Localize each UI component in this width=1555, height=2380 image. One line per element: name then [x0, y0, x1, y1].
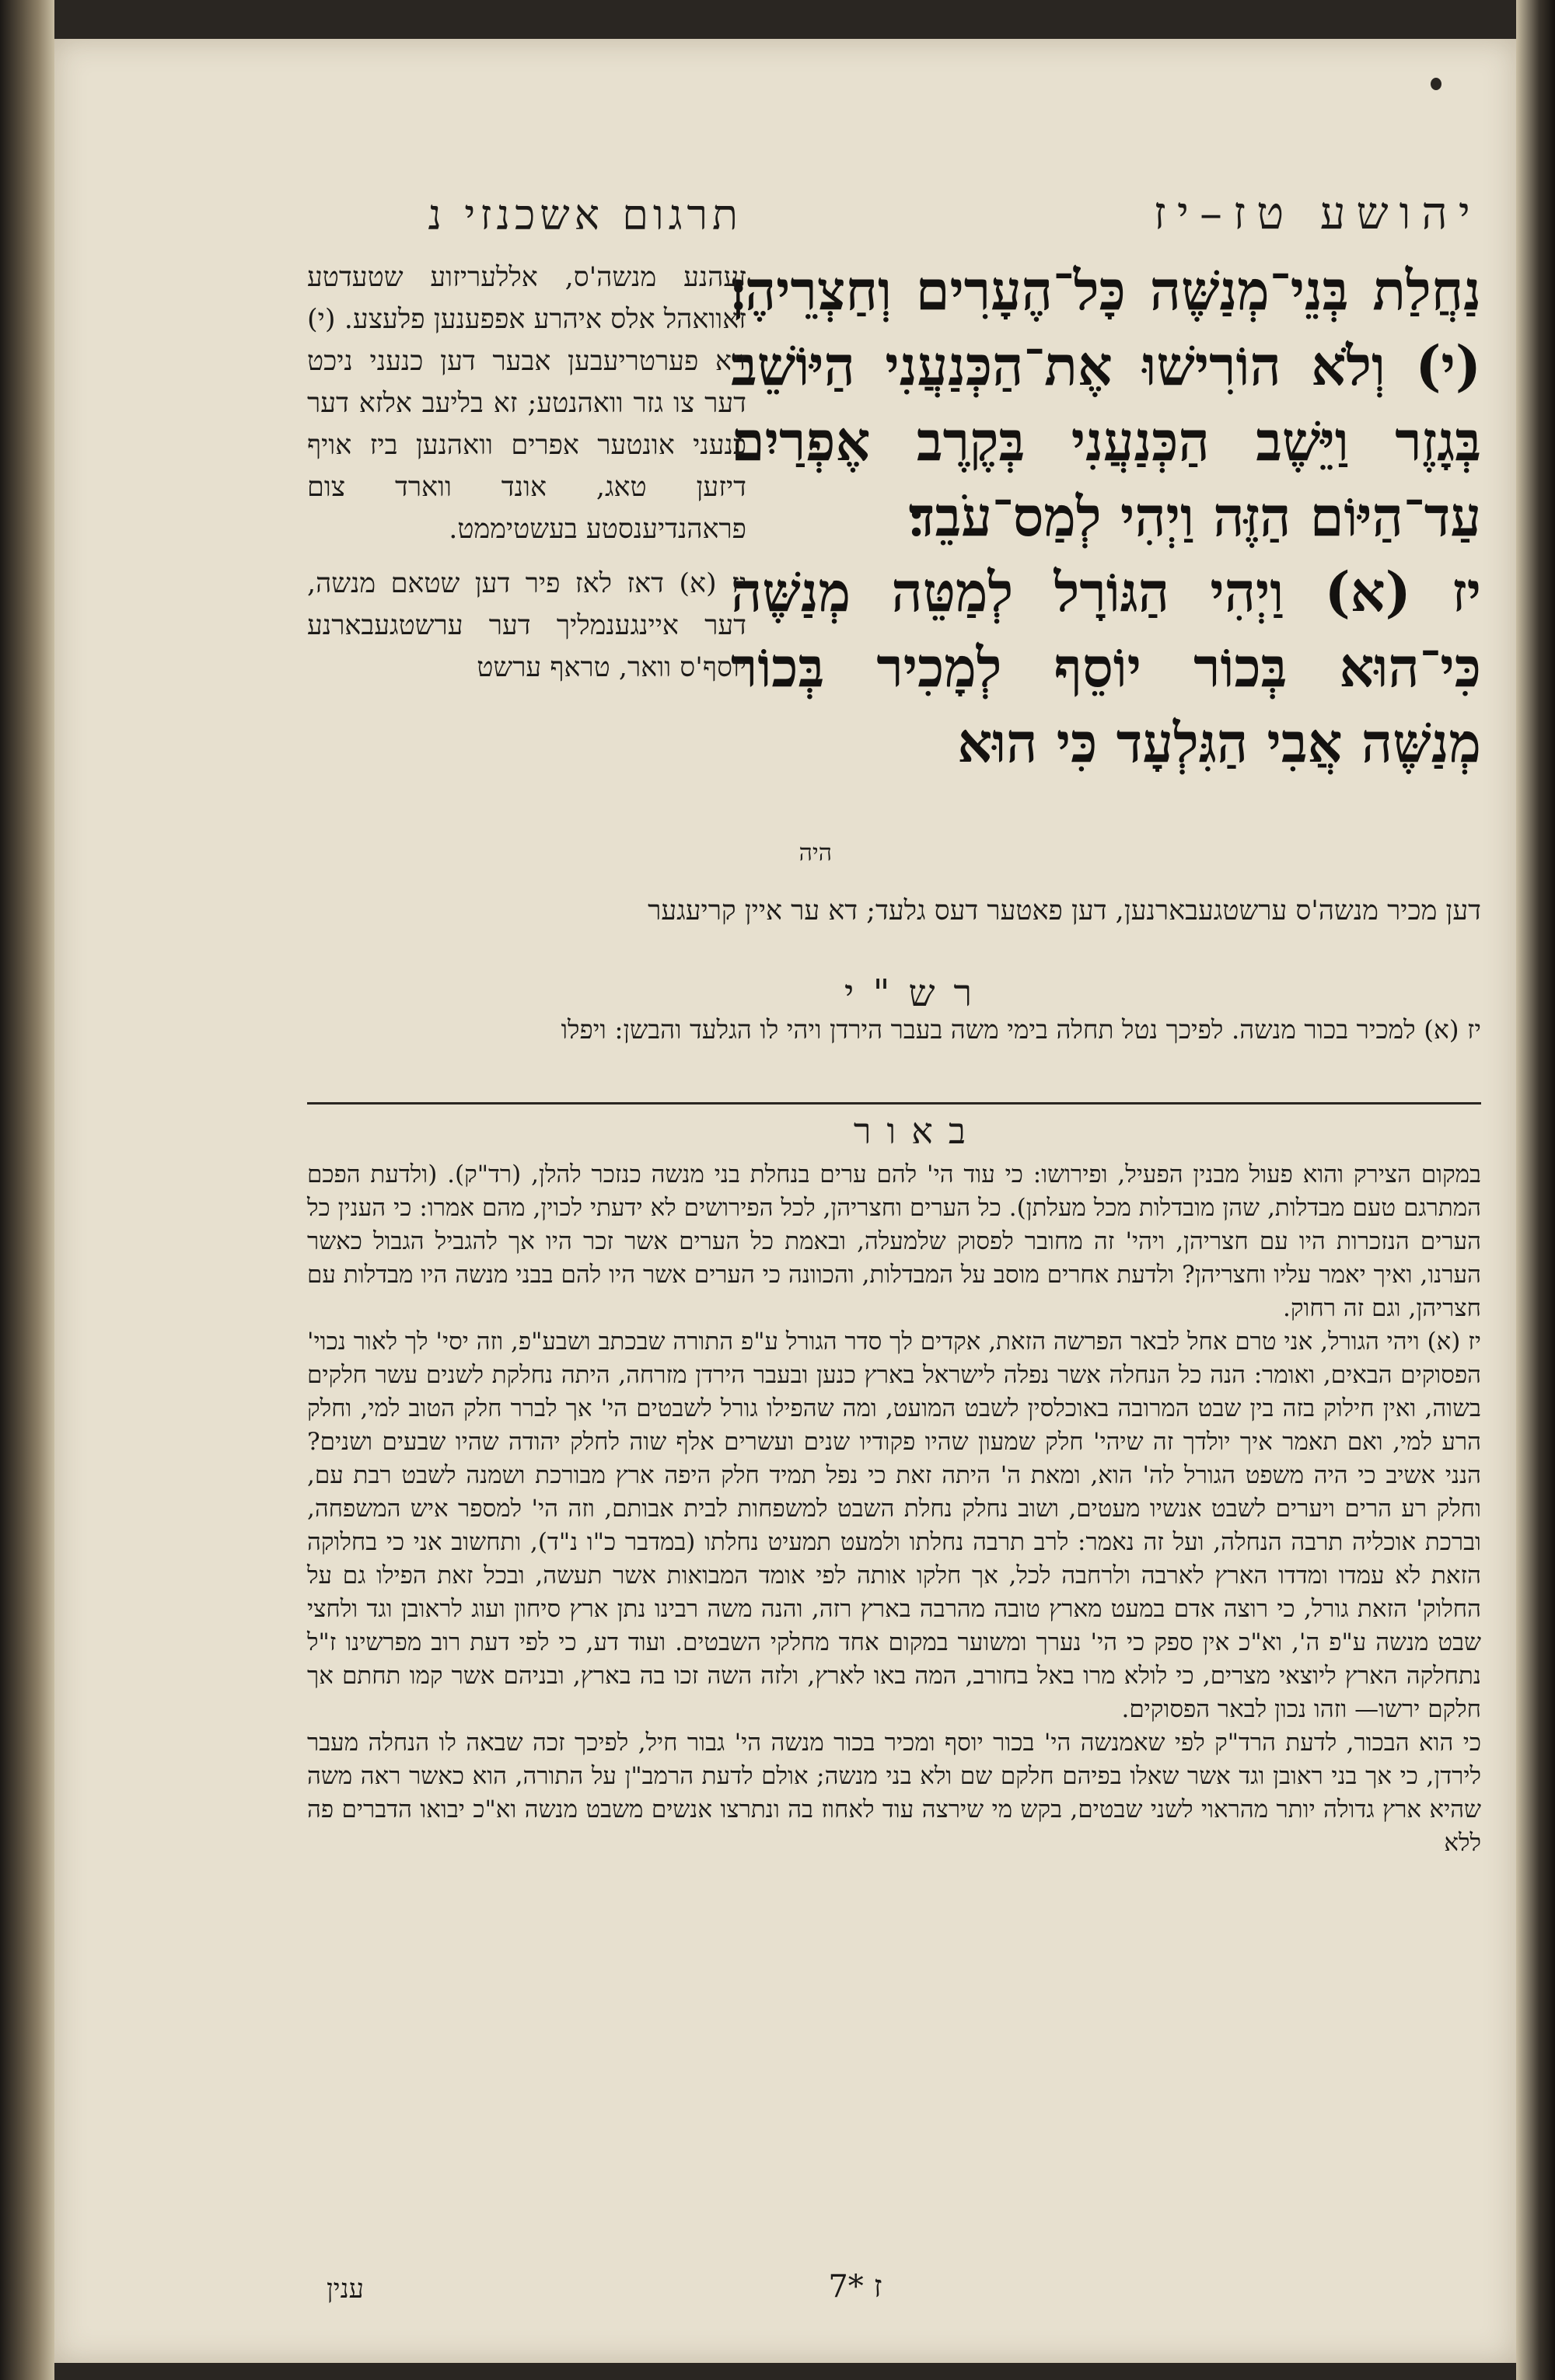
- running-head-book: יהושע טז–יז: [1153, 187, 1481, 239]
- signature-mark: ז *7: [828, 2269, 882, 2305]
- biur-paragraph: יז (א) ויהי הגורל, אני טרם אחל לבאר הפרשה הזאת, אקדים לך סדר הגורל ע"פ התורה שבכתב ושבע"פ, וזה יסי' לך לאור נכוי' הפסוקים הבאים, ואומר: הנה כל הנחלה אשר נפלה לישראל בארץ כנען ובעבר הירדן מזרחה, היתה נחלקת לשנים עשר חלקים בשוה, ואין חילוק בזה בין שבט המרובה באוכלסין לשבט המועט, ומה שהפילו גורל לשבטים הי' אך לברר חלק הטוב למי, וחלק הרע למי, ואם תאמר איך יולדך זה שיהי' חלק שמעון שהיו פקודיו שנים ועשרים אלף שוה לחלק יהודה שהיו שבעים ושנים? הנני אשיב כי היה משפט הגורל לה' הוא, ומאת ה' היתה זאת כי נפל תמיד חלק היפה ארץ מבורכת ושמנה לשבט רבת עם, וחלק רע הרים ויערים לשבט אנשיו מעטים, ושוב נחלק נחלת השבט למשפחות לבית אבותם, וזה הי' למספר איש המשפחה, וברכת אוכליה תרבה הנחלה, ועל זה נאמר: לרב תרבה נחלתו ולמעט תמעיט נחלתו (במדבר כ"ו נ"ד), ותחשוב אני כי בחלוקה הזאת לא עמדו ומדדו הארץ לארבה ולרחבה לכל, אך חלקו אותה לפי אומד המבואות אשר תעשה, ובכל זאת הפילו גם על החלוק' הזאת גורל, כי רוצה אדם במעט מארץ טובה מהרבה בארץ רזה, והנה משה רבינו נתן ארץ סיחון ועוג לראובן וגד ולחצי שבט מנשה ע"פ ה', וא"כ אין ספק כי הי' נערך ומשוער במקום אחד מחלקי השבטים. ועוד דע, כי לפי דעת רוב מפרשינו ז"ל נתחלקה הארץ ליוצאי מצרים, כי לולא מרו באל בחורב, המה באו לארץ, ולזה השה זכו בה בארץ, ובניהם אשר קמו תחתם אך חלקם ירשו— וזהו נכון לבאר הפסוקים.: [307, 1328, 1481, 1723]
- targum-column: [307, 256, 746, 701]
- running-head-targum: תרגום אשכנזי נ: [428, 190, 743, 239]
- main-text-block: יז (א) וַיְהִי הַגּוֹרָל לְמַטֵּה מְנַשֶּׁה כִּי־הוּא בְּכוֹר יוֹסֵף לְמָכִיר בְּכוֹר מְנַשֶּׁה אֲבִי הַגִּלְעָד כִּי הוּא: [731, 560, 1481, 775]
- main-scripture-column: [731, 253, 1481, 780]
- footer-catchword: ענין: [327, 2274, 364, 2305]
- book-spine-edge: [0, 0, 54, 2380]
- rashi-heading: רש"י: [844, 972, 991, 1015]
- biur-commentary: [307, 1158, 1481, 1860]
- biur-paragraph: כי הוא הבכור, לדעת הרד"ק לפי שאמנשה הי' בכור יוסף ומכיר בכור מנשה הי' גבור חיל, לפיכך זכה שבאה לו הנחלה מעבר לירדן, כי אך בני ראובן וגד אשר שאלו בפיהם חלקם שם ולא בני מנשה; אולם לדעת הרמב"ן על התורה, הוא כאשר ראה משה שהיא ארץ גדולה יותר מהראוי לשני שבטים, בקש מי שירצה עוד לאחוז בה ונתרצו אנשים משבט מנשה וא"כ יבואו הדברים פה ללא: [307, 1729, 1481, 1857]
- main-catchword: היה: [798, 839, 832, 867]
- targum-paragraph: זעהנע מנשה'ס, אללעריזוע שטעדטע זאוואהל אלס איהרע אפפענען פלעצע. (י) זיא פערטריעבען אבער דען כנעני ניכט דער צו גזר וואהנטע; זא בליעב אלזא דער כנעני אונטער אפרים וואהנען ביז אויף דיזען טאג, אונד ווארד צום פראהנדיענסטע בעשטיממט.: [307, 262, 746, 545]
- targum-paragraph: יז (א) דאז לאז פיר דען שטאם מנשה, דער איינגענמליך דער ערשטגעבארנע יוסף'ס וואר, טראף ערשט: [307, 568, 746, 683]
- rashi-commentary: יז (א) למכיר בכור מנשה. לפיכך נטל תחלה בימי משה בעבר הירדן ויהי לו הגלעד והבשן: ויפלו: [561, 1014, 1481, 1045]
- biur-heading: באור: [853, 1110, 982, 1152]
- facing-page-edge: [1516, 0, 1555, 2380]
- biur-paragraph: במקום הצירק והוא פעול מבנין הפעיל, ופירושו: כי עוד הי' להם ערים בנחלת בני מנשה כנזכר להלן, (רד"ק). (ולדעת הפכם המתרגם טעם מבדלות, שהן מובדלות מכל מעלתן). כל הערים וחצריהן, לכל הפירושים לא ידעתי לכוין, מהם אמרו: כי הענין כל הערים הנזכרות היו עם חצריהן, ויהי' זה מחובר לפסוק שלמעלה, ובאמת כל הערים אשר זכר היו אך להגביל הגבול כאשר הערנו, ואיך יאמר עליו וחצריהן? ולדעת אחרים מוסב על המבדלות, והכוונה כי הערים אשר היו להם בבני מנשה היו מבדלות עם חצריהן, וגם זה רחוק.: [307, 1160, 1481, 1322]
- section-divider: [307, 1102, 1481, 1105]
- targum-continuation: דען מכיר מנשה'ס ערשטגעבארנען, דען פאטער דעס גלעד; דא ער איין קריעגער: [648, 895, 1481, 927]
- ink-spot: [1431, 78, 1441, 90]
- main-text-block: נַחֲלַת בְּנֵי־מְנַשֶּׁה כָּל־הֶעָרִים וְחַצְרֵיהֶן׃ (י) וְלֹא הוֹרִישׁוּ אֶת־הַכְּנַעֲנִי הַיּוֹשֵׁב בְּגָזֶר וַיֵּשֶׁב הַכְּנַעֲנִי בְּקֶרֶב אֶפְרַיִם עַד־הַיּוֹם הַזֶּה וַיְהִי לְמַס־עֹבֵד׃: [731, 258, 1481, 549]
